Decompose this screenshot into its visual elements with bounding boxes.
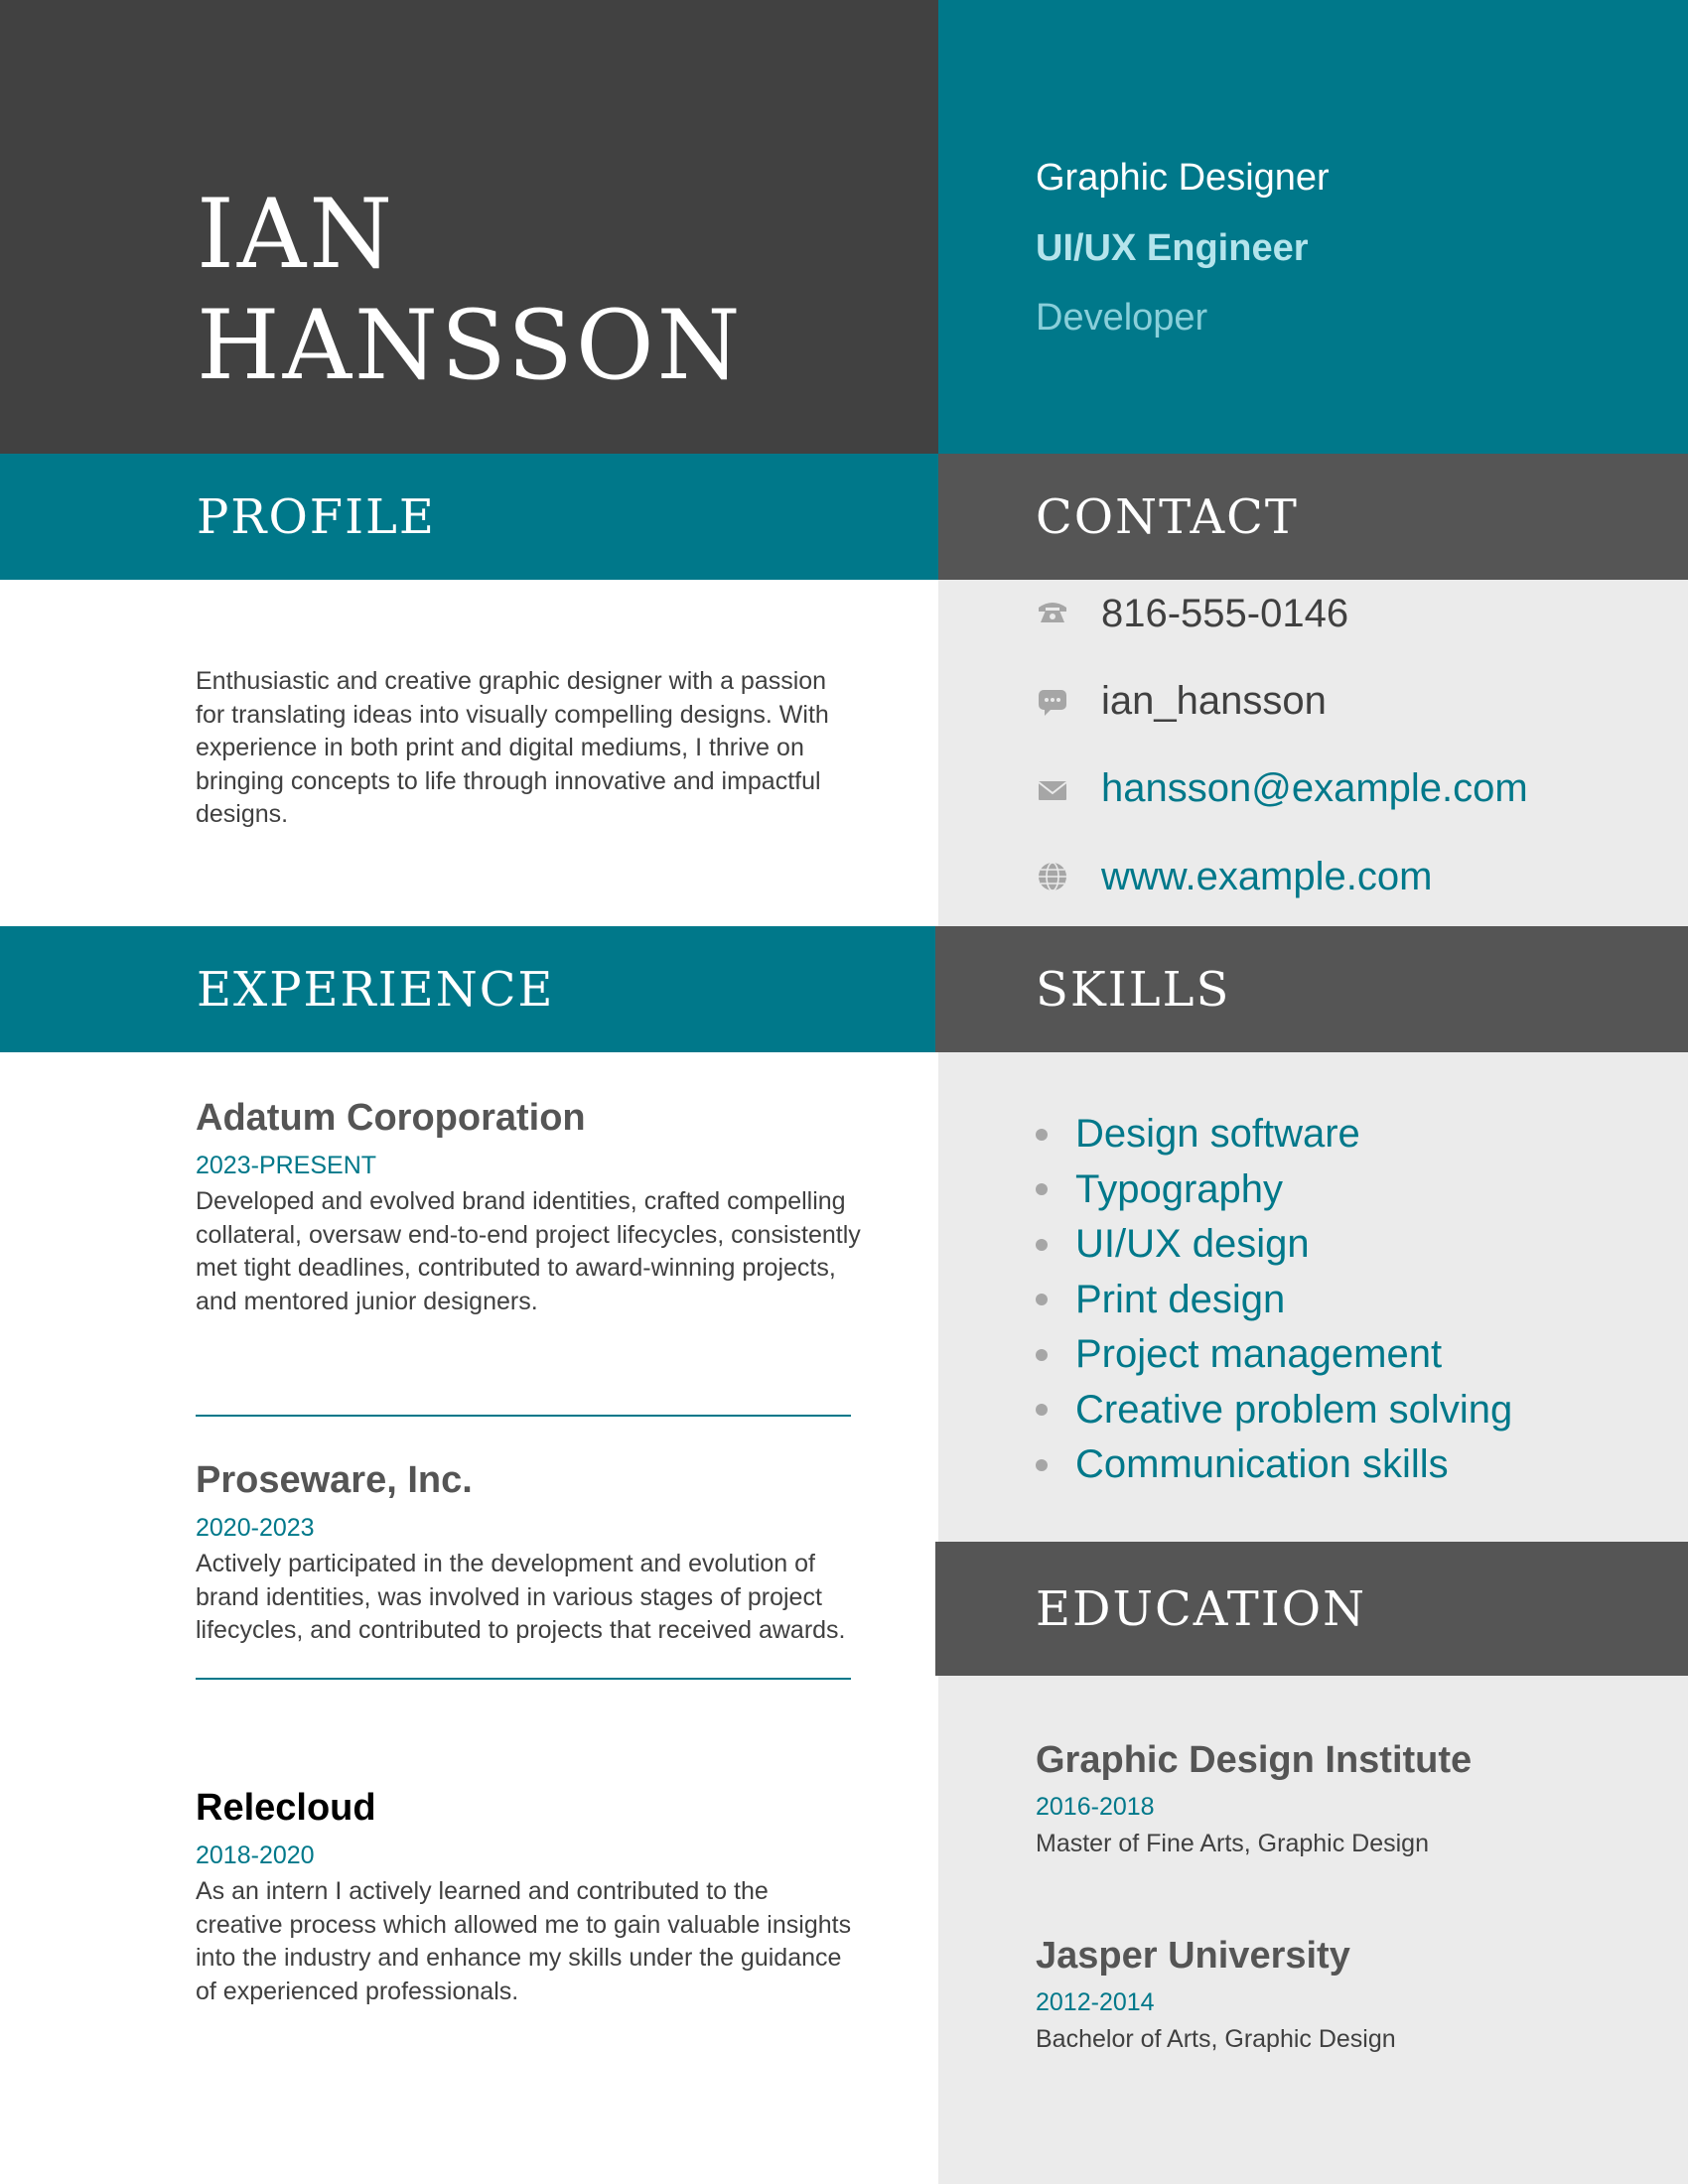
last-name: HANSSON: [197, 290, 744, 401]
job-company: Adatum Coroporation: [196, 1097, 586, 1139]
contact-heading: CONTACT: [1036, 488, 1299, 545]
phone-icon: [1036, 596, 1069, 629]
job-dates: 2020-2023: [196, 1514, 315, 1542]
divider: [196, 1415, 851, 1417]
job-description: Developed and evolved brand identities, crafted compelling collateral, oversaw end-to-end project lifecycles, consistently met tight deadlines, contributed to award-winning projects, and mentored junior designers.: [196, 1187, 861, 1315]
education-degree: Master of Fine Arts, Graphic Design: [1036, 1830, 1429, 1857]
website-link[interactable]: www.example.com: [1101, 855, 1433, 898]
job-company: Relecloud: [196, 1787, 376, 1829]
education-dates: 2012-2014: [1036, 1988, 1155, 2016]
skill-item: Print design: [1036, 1273, 1512, 1328]
education-school: Graphic Design Institute: [1036, 1739, 1473, 1781]
email-link[interactable]: hansson@example.com: [1101, 766, 1528, 810]
experience-heading: EXPERIENCE: [197, 961, 555, 1018]
skills-heading: SKILLS: [1036, 961, 1231, 1018]
education-band: [935, 1542, 1688, 1676]
skill-item: Typography: [1036, 1162, 1512, 1218]
chat-handle: ian_hansson: [1101, 679, 1327, 723]
skill-item: Project management: [1036, 1327, 1512, 1383]
profile-band: [0, 454, 938, 580]
job-description: Actively participated in the development and evolution of brand identities, was involved in various stages of project lifecycles, and contributed to projects that received awards.: [196, 1550, 846, 1644]
job-dates: 2018-2020: [196, 1842, 315, 1869]
profile-heading: PROFILE: [197, 488, 436, 545]
skill-item: Creative problem solving: [1036, 1383, 1512, 1438]
skill-item: UI/UX design: [1036, 1217, 1512, 1273]
skills-list: [1036, 1107, 1512, 1493]
divider: [196, 1678, 851, 1680]
education-heading: EDUCATION: [1036, 1580, 1367, 1637]
role-uiux-engineer: UI/UX Engineer: [1036, 227, 1309, 269]
experience-band: [0, 926, 938, 1052]
role-developer: Developer: [1036, 297, 1208, 339]
job-company: Proseware, Inc.: [196, 1459, 473, 1501]
job-description: As an intern I actively learned and contributed to the creative process which allowed me to gain valuable insights into the industry and enhance my skills under the guidance of experienced professionals.: [196, 1877, 852, 2005]
skill-item: Design software: [1036, 1107, 1512, 1162]
chat-icon: [1036, 685, 1069, 719]
contact-band: [938, 454, 1688, 580]
skills-band: [935, 926, 1688, 1052]
email-icon: [1036, 773, 1069, 807]
job-dates: 2023-PRESENT: [196, 1152, 377, 1179]
profile-summary: Enthusiastic and creative graphic designer with a passion for translating ideas into visually compelling designs. With experience in both print and digital mediums, I thrive on bringing concepts to life through innovative and impactful designs.: [196, 667, 829, 828]
role-graphic-designer: Graphic Designer: [1036, 157, 1330, 199]
education-degree: Bachelor of Arts, Graphic Design: [1036, 2025, 1396, 2053]
education-school: Jasper University: [1036, 1935, 1350, 1977]
first-name: IAN: [197, 179, 396, 290]
education-dates: 2016-2018: [1036, 1793, 1155, 1821]
globe-icon: [1036, 860, 1069, 893]
skill-item: Communication skills: [1036, 1437, 1512, 1493]
phone-number: 816-555-0146: [1101, 592, 1349, 635]
